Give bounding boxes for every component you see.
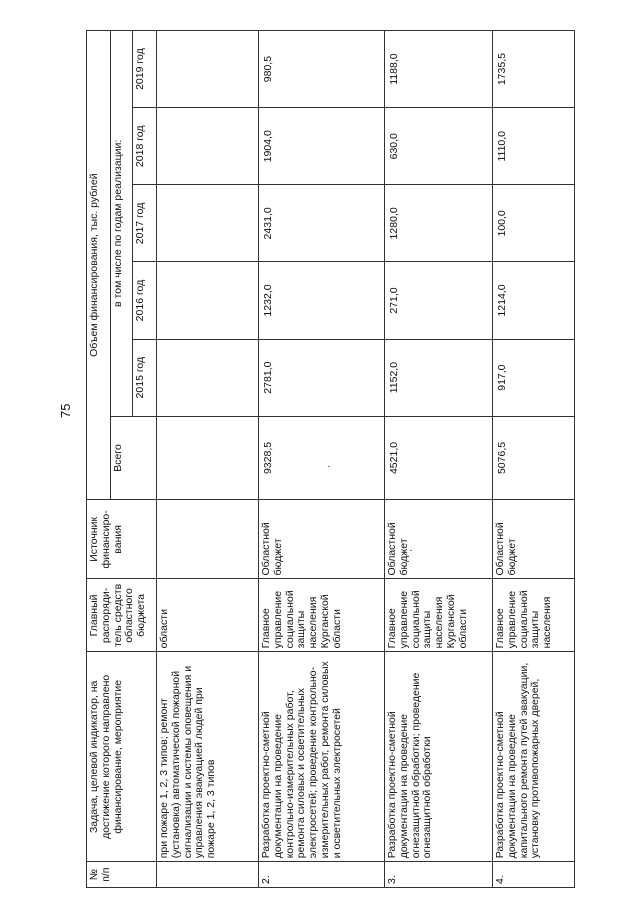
table-row [157, 31, 259, 888]
row-total [157, 416, 259, 500]
row-source [157, 500, 259, 579]
row-task: Разработка проектно-сметной документации на проведение контрольно-измерительных работ, ремонта силовых и осветительных электросетей; проведение контрольно-измерительных работ, ремонта силовых и осветительных электросетей [259, 652, 385, 862]
row-admin: области [157, 579, 259, 652]
row-admin: Главное управление социальной защиты населения [493, 579, 575, 652]
row-2015: 1152,0 [385, 339, 493, 416]
table-row [385, 31, 493, 888]
row-task: Разработка проектно-сметной документации на проведение огнезащитной обработки; проведение огнезащитной обработки [385, 652, 493, 862]
header-year-2019: 2019 год [133, 31, 157, 108]
row-2017 [157, 185, 259, 262]
table-row [493, 31, 575, 888]
row-task: при пожаре 1, 2, 3 типов; ремонт (установка) автоматической пожарной сигнализации и системы оповещения и управления эвакуацией людей при пожаре 1, 2, 3 типов [157, 652, 259, 862]
row-2017: 100,0 [493, 185, 575, 262]
header-admin: Главный распоряди-тель средств областного бюджета [87, 579, 157, 652]
row-source: Областной бюджет [385, 500, 493, 579]
row-task: Разработка проектно-сметной документации на проведение капитального ремонта путей эвакуации, установку противопожарных дверей, [493, 652, 575, 862]
row-2019: 980,5 [259, 31, 385, 108]
row-2015: 917,0 [493, 339, 575, 416]
row-2017: 2431,0 [259, 185, 385, 262]
row-2019 [157, 31, 259, 108]
row-2015 [157, 339, 259, 416]
header-year-2017: 2017 год [133, 185, 157, 262]
row-admin: Главное управление социальной защиты населения Курганской области [385, 579, 493, 652]
row-num: 4. [493, 862, 575, 888]
row-2018 [157, 108, 259, 185]
row-source: Областной бюджет [259, 500, 385, 579]
row-num [157, 862, 259, 888]
scan-speck [328, 466, 330, 467]
header-num: № п/п [87, 862, 157, 888]
row-total: 5076,5 [493, 416, 575, 500]
row-2018: 1904,0 [259, 108, 385, 185]
row-total: 4521,0 [385, 416, 493, 500]
page-number: 75 [58, 403, 73, 418]
row-2019: 1735,5 [493, 31, 575, 108]
row-2016: 1232,0 [259, 262, 385, 339]
row-2016: 271,0 [385, 262, 493, 339]
header-source: Источник финансиро-вания [87, 500, 157, 579]
financing-table [86, 30, 575, 888]
header-task: Задача, целевой индикатор, на достижение которого направлено финансирование, мероприятие [87, 652, 157, 862]
row-2018: 1110,0 [493, 108, 575, 185]
header-total: Всего [111, 416, 157, 500]
header-volume: Объем финансирования, тыс. рублей [87, 31, 111, 500]
row-num: 2. [259, 862, 385, 888]
row-2016: 1214,0 [493, 262, 575, 339]
row-total: 9328,5 [259, 416, 385, 500]
financing-table-wrapper [86, 30, 575, 888]
row-2016 [157, 262, 259, 339]
scan-speck [410, 550, 412, 551]
table-row [259, 31, 385, 888]
row-2019: 1188,0 [385, 31, 493, 108]
header-year-2018: 2018 год [133, 108, 157, 185]
header-year-2016: 2016 год [133, 262, 157, 339]
row-2017: 1280,0 [385, 185, 493, 262]
header-year-2015: 2015 год [133, 339, 157, 416]
row-2018: 630,0 [385, 108, 493, 185]
row-admin: Главное управление социальной защиты населения Курганской области [259, 579, 385, 652]
row-source: Областной бюджет [493, 500, 575, 579]
header-by-year: в том числе по годам реализации: [111, 31, 133, 417]
row-num: 3. [385, 862, 493, 888]
row-2015: 2781,0 [259, 339, 385, 416]
